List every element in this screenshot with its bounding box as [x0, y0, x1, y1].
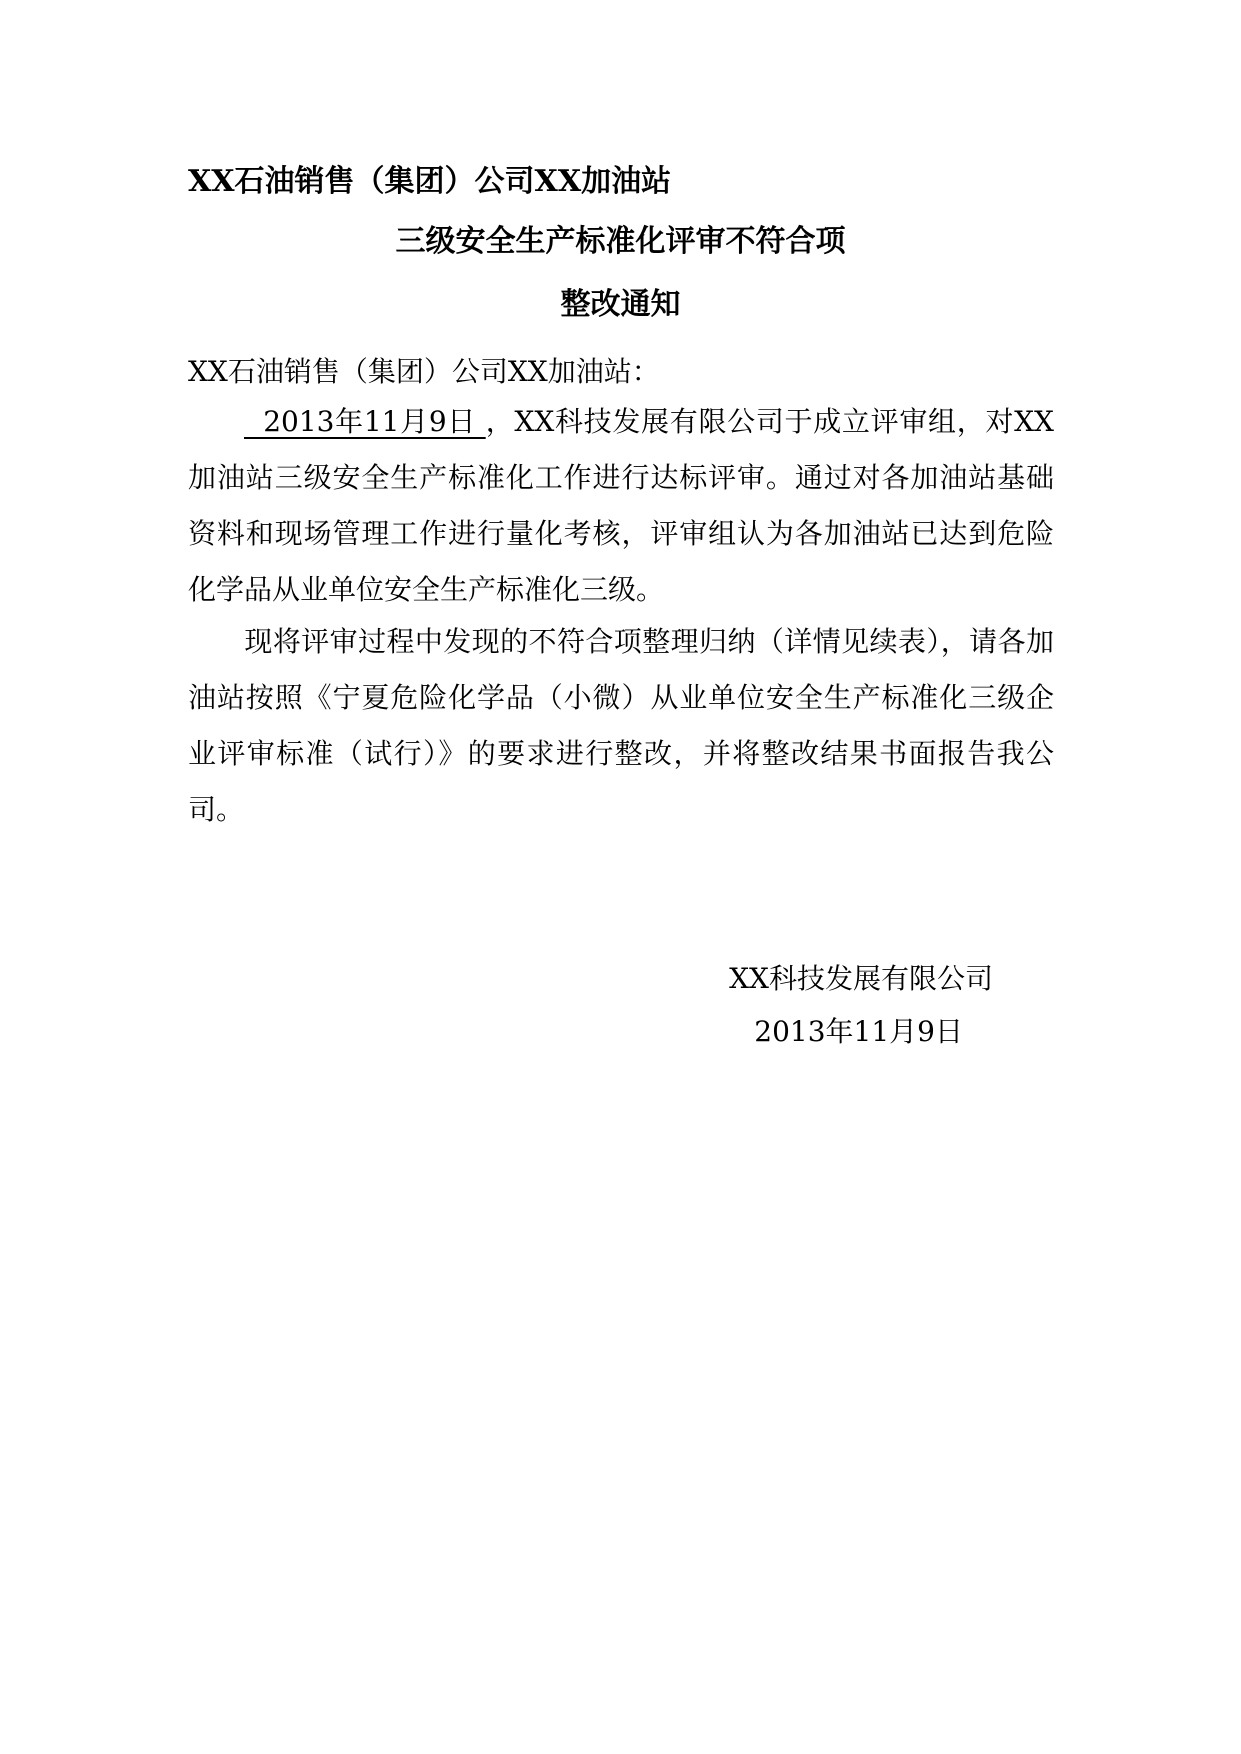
document-title-line2: 三级安全生产标准化评审不符合项: [395, 224, 846, 259]
signature-date: 2013年11月9日: [754, 1015, 963, 1048]
signature-organization: XX科技发展有限公司: [729, 962, 993, 995]
paragraph-1-text: ，XX科技发展有限公司于成立评审组，对XX加油站三级安全生产标准化工作进行达标评审。通过对各加油站基础资料和现场管理工作进行量化考核，评审组认为各加油站已达到危险化学品从业单位安全生产标准化三级。: [188, 405, 1054, 606]
review-date: 2013年11月9日: [244, 405, 486, 438]
salutation: XX石油销售（集团）公司XX加油站：: [188, 355, 660, 388]
document-title-line3: 整改通知: [560, 287, 681, 322]
paragraph-1: [188, 394, 1054, 618]
paragraph-2-text: 现将评审过程中发现的不符合项整理归纳（详情见续表），请各加油站按照《宁夏危险化学品（小微）从业单位安全生产标准化三级企业评审标准（试行）》的要求进行整改，并将整改结果书面报告我公司。: [188, 625, 1054, 826]
paragraph-2: [188, 614, 1054, 838]
document-title-line1: XX石油销售（集团）公司XX加油站: [188, 164, 672, 199]
